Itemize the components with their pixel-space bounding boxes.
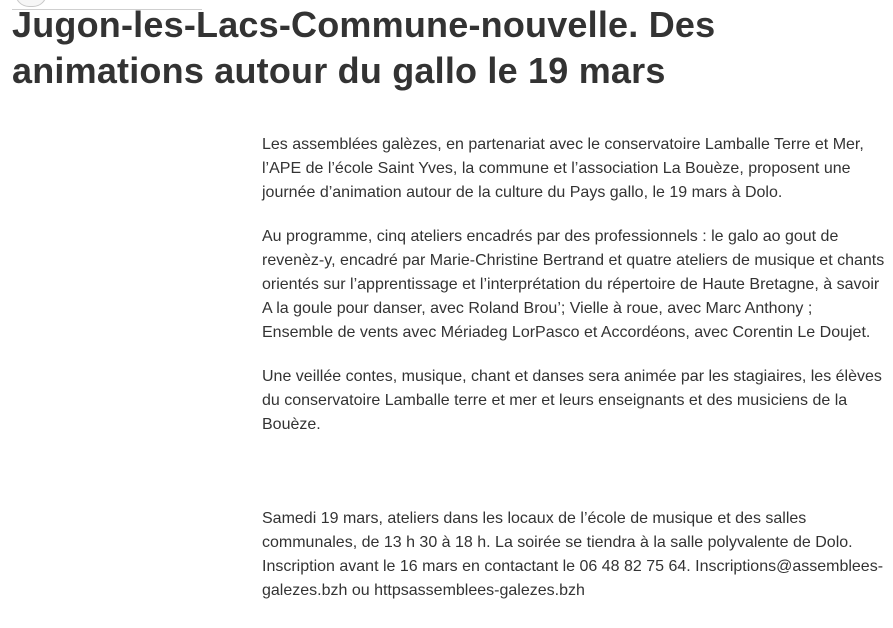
article-paragraph-practical-info: Samedi 19 mars, ateliers dans les locaux de l’école de musique et des salles communales, de 13 h 30 à 18 h. La soirée se tiendra à la salle polyvalente de Dolo. Inscription avant le 16 mars en contactant le 06 48 82 75 64. Inscriptions@assemblees-galezes.bzh ou httpsassemblees-galezes.bzh xyxy=(262,510,884,599)
article-body xyxy=(262,133,887,623)
article-paragraph-intro: Les assemblées galèzes, en partenariat avec le conservatoire Lamballe Terre et Mer, l’APE de l’école Saint Yves, la commune et l’association La Bouèze, proposent une journée d’animation autour de la culture du Pays gallo, le 19 mars à Dolo. xyxy=(262,136,864,201)
article-paragraph-evening: Une veillée contes, musique, chant et danses sera animée par les stagiaires, les élèves du conservatoire Lamballe terre et mer et leurs enseignants et des musiciens de la Bouèze. xyxy=(262,368,882,433)
article-paragraph-program: Au programme, cinq ateliers encadrés par des professionnels : le galo ao gout de revenèz-y, encadré par Marie-Christine Bertrand et quatre ateliers de musique et chants orientés sur l’apprentissage et l’interprétation du répertoire de Haute Bretagne, à savoir A la goule pour danser, avec Roland Brou’; Vielle à roue, avec Marc Anthony ; Ensemble de vents avec Mériadeg LorPasco et Accordéons, avec Corentin Le Doujet. xyxy=(262,228,885,341)
paragraph-spacer xyxy=(262,457,887,507)
article-title: Jugon-les-Lacs-Commune-nouvelle. Des animations autour du gallo le 19 mars xyxy=(12,4,716,91)
